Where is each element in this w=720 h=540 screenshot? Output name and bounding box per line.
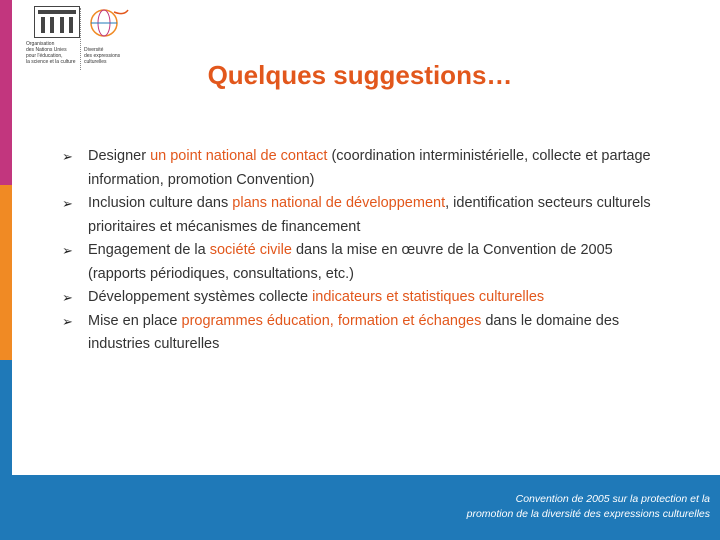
bullet-list <box>62 145 662 357</box>
bullet-text: , identification secteurs culturels prioritaires et mécanismes de financement <box>88 195 651 235</box>
bullet-highlight: plans national de développement <box>232 195 446 211</box>
arrow-bullet-icon: ➢ <box>62 149 73 164</box>
arrow-bullet-icon: ➢ <box>62 313 73 329</box>
side-stripe-orange <box>0 185 12 360</box>
arrow-bullet-icon: ➢ <box>62 243 73 258</box>
footer-line-1: Convention de 2005 sur la protection et la <box>515 493 710 505</box>
bullet-text: dans le domaine des industries culturelles <box>88 312 620 352</box>
bullet-text: dans la mise en œuvre de la Convention de 2005 (rapports périodiques, consultations, etc.) <box>88 242 613 282</box>
arrow-bullet-icon: ➢ <box>62 290 73 305</box>
bullet-text: Designer <box>88 148 151 164</box>
diversity-text: Diversité des expressions culturelles <box>84 47 121 65</box>
bullet-text: (coordination interministérielle, collecte et partage information, promotion Convention) <box>88 148 651 188</box>
footer-line-2: promotion de la diversité des expressions culturelles <box>466 508 710 520</box>
bullet-text: Inclusion culture dans <box>88 195 233 211</box>
arrow-bullet-icon: ➢ <box>62 196 73 211</box>
diversity-globe-icon <box>84 6 130 40</box>
bullet-text: Développement systèmes collecte <box>88 289 313 305</box>
bullet-item <box>62 192 662 239</box>
unesco-logo <box>26 6 86 65</box>
bullet-item <box>62 286 662 310</box>
unesco-temple-icon <box>34 6 80 38</box>
side-stripe-blue <box>0 360 12 540</box>
bullet-text: Engagement de la <box>88 242 210 258</box>
bullet-highlight: société civile <box>209 242 292 258</box>
bullet-item <box>62 145 662 192</box>
unesco-text: Organisation des Nations Unies pour l'éducation, la science et la culture <box>26 41 76 65</box>
bullet-item <box>62 239 662 286</box>
bullet-item <box>62 310 662 357</box>
slide-title: Quelques suggestions… <box>207 60 513 90</box>
diversity-logo <box>84 6 136 65</box>
bullet-text: Mise en place <box>88 312 182 329</box>
bullet-highlight: un point national de contact <box>150 148 328 164</box>
bullet-highlight: indicateurs et statistiques culturelles <box>312 289 545 305</box>
side-stripe-magenta <box>0 0 12 185</box>
footer-caption <box>350 492 710 522</box>
bullet-highlight: programmes éducation, formation et échanges <box>181 312 482 329</box>
